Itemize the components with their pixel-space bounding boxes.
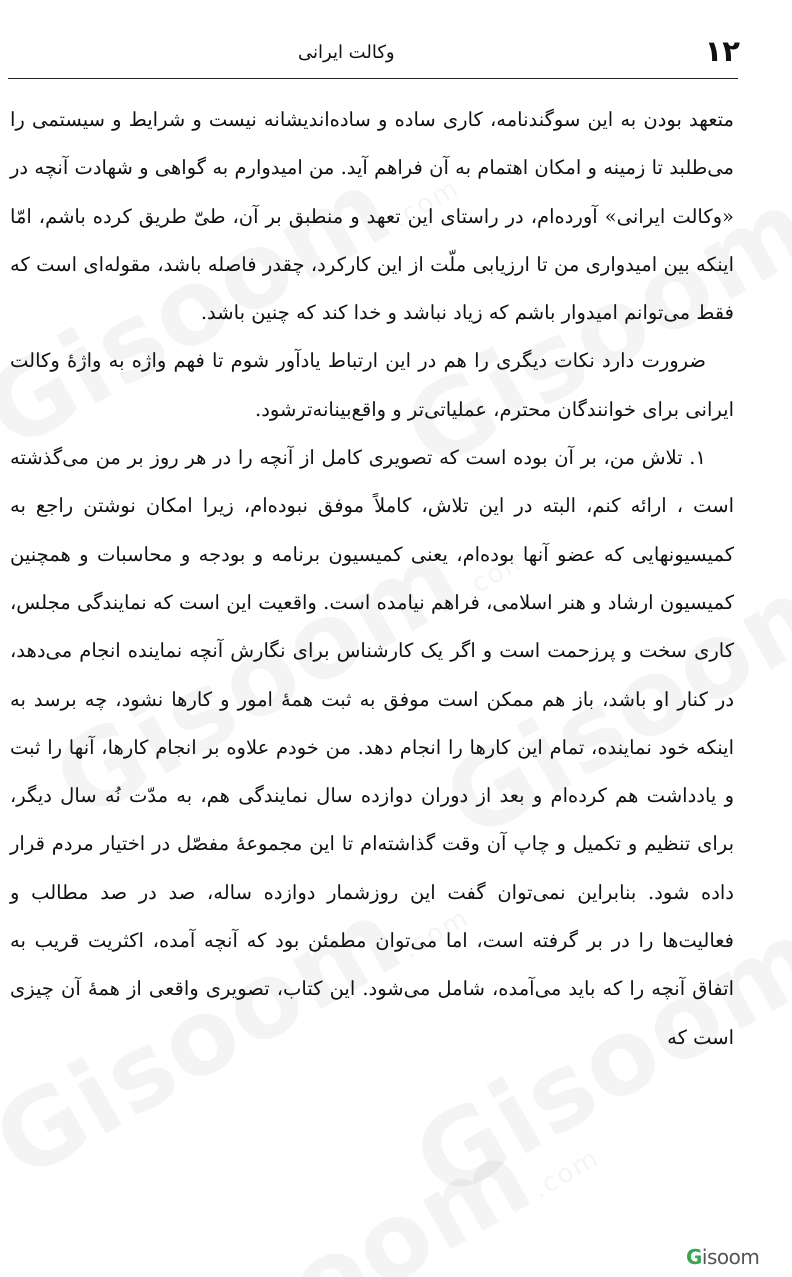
running-title: وکالت ایرانی — [298, 42, 395, 63]
page-header — [8, 34, 740, 76]
header-divider — [8, 78, 738, 79]
paragraph: ۱. تلاش من، بر آن بوده است که تصویری کامل از آنچه را در هر روز بر من می‌گذشته است ، ارائه کنم، البته در این تلاش، کاملاً موفق نبوده‌ام، زیرا امکان نوشتن راجع به کمیسیونهایی که عضو آنها بوده‌ام، یعنی کمیسیون برنامه و بودجه و محاسبات و همچنین کمیسیون ارشاد و هنر اسلامی، فراهم نیامده است. واقعیت این است که نمایندگی مجلس، کاری سخت و پرزحمت است و اگر یک کارشناس برای نگارش آنچه نماینده انجام می‌دهد، در کنار او باشد، باز هم ممکن است موفق به ثبت همهٔ امور و کارها نشود، چه برسد به اینکه خود نماینده، تمام این کارها را انجام دهد. من خودم علاوه بر انجام کارها، آنها را ثبت و یادداشت هم کرده‌ام و بعد از دوران دوازده سال نمایندگی هم، به مدّت نُه سال دیگر، برای تنظیم و تکمیل و چاپ آن وقت گذاشته‌ام تا این مجموعهٔ مفصّل در اختیار مردم قرار داده شود. بنابراین نمی‌توان گفت این روزشمار دوازده ساله، صد در صد مطالب و فعالیت‌ها را در بر گرفته است، اما می‌توان مطمئن بود که آنچه آمده، اکثریت قریب به اتفاق آنچه را که باید می‌آمده، شامل می‌شود. این کتاب، تصویری واقعی از همهٔ آن چیزی است که — [10, 446, 734, 1049]
paragraph: ضرورت دارد نکات دیگری را هم در این ارتباط یادآور شوم تا فهم واژه به واژهٔ وکالت ایرانی برای خوانندگان محترم، عملیاتی‌تر و واقع‌بینانه‌ترشود. — [10, 349, 734, 421]
body-text — [10, 96, 734, 1062]
paragraph: متعهد بودن به این سوگندنامه، کاری ساده و ساده‌اندیشانه نیست و شرایط و سیستمی را می‌طلبد تا زمینه و امکان اهتمام به آن فراهم آید. من امیدوارم به گواهی و شهادت آنچه در «وکالت ایرانی» آورده‌ام، در راستای این تعهد و منطبق بر آن، طیّ طریق کرده باشم، امّا اینکه بین امیدواری من تا ارزیابی ملّت از این کارکرد، چقدر فاصله باشد، مقوله‌ای است که فقط می‌توانم امیدوار باشم که زیاد نباشد و خدا کند که چنین باشد. — [10, 108, 734, 325]
watermark — [104, 1079, 614, 1277]
page-number: ۱۲ — [704, 34, 740, 68]
gisoom-logo: Gisoom — [686, 1245, 760, 1269]
